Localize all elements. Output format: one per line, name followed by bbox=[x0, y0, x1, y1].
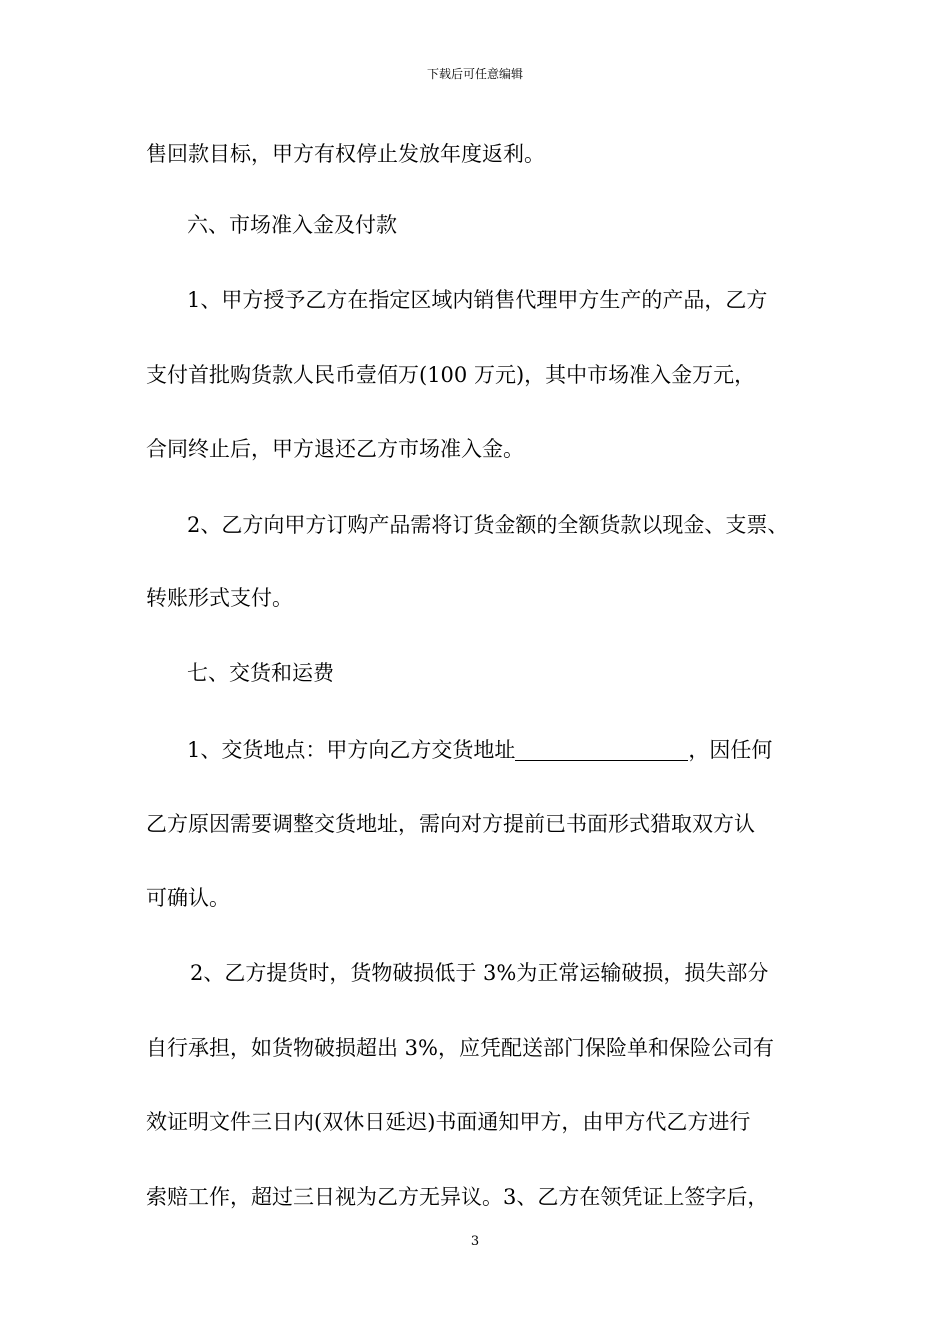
section-heading: 七、交货和运费 bbox=[187, 661, 334, 685]
paragraph-line: 可确认。 bbox=[146, 886, 230, 910]
paragraph-line: 售回款目标，甲方有权停止发放年度返利。 bbox=[146, 142, 545, 166]
delivery-address-blank bbox=[515, 738, 688, 761]
delivery-address-line bbox=[187, 735, 772, 765]
paragraph-line: 1、甲方授予乙方在指定区域内销售代理甲方生产的产品，乙方 bbox=[187, 288, 768, 312]
paragraph-line: 自行承担，如货物破损超出 3%，应凭配送部门保险单和保险公司有 bbox=[146, 1036, 774, 1060]
paragraph-line: 2、乙方提货时，货物破损低于 3%为正常运输破损，损失部分 bbox=[190, 961, 769, 985]
paragraph-line: 效证明文件三日内(双休日延迟)书面通知甲方，由甲方代乙方进行 bbox=[146, 1110, 751, 1134]
paragraph-line: 支付首批购货款人民币壹佰万(100 万元)，其中市场准入金万元， bbox=[146, 363, 756, 387]
delivery-address-suffix: ，因任何 bbox=[688, 738, 773, 762]
delivery-address-label: 1、交货地点：甲方向乙方交货地址 bbox=[187, 738, 516, 762]
page-header: 下载后可任意编辑 bbox=[426, 67, 523, 81]
paragraph-line: 索赔工作，超过三日视为乙方无异议。3、乙方在领凭证上签字后， bbox=[146, 1185, 769, 1209]
paragraph-line: 转账形式支付。 bbox=[146, 586, 293, 610]
paragraph-line: 合同终止后，甲方退还乙方市场准入金。 bbox=[146, 437, 524, 461]
paragraph-line: 乙方原因需要调整交货地址，需向对方提前已书面形式猎取双方认 bbox=[146, 812, 755, 836]
section-heading: 六、市场准入金及付款 bbox=[187, 213, 397, 237]
page-number: 3 bbox=[470, 1234, 480, 1249]
paragraph-line: 2、乙方向甲方订购产品需将订货金额的全额货款以现金、支票、 bbox=[187, 513, 789, 537]
